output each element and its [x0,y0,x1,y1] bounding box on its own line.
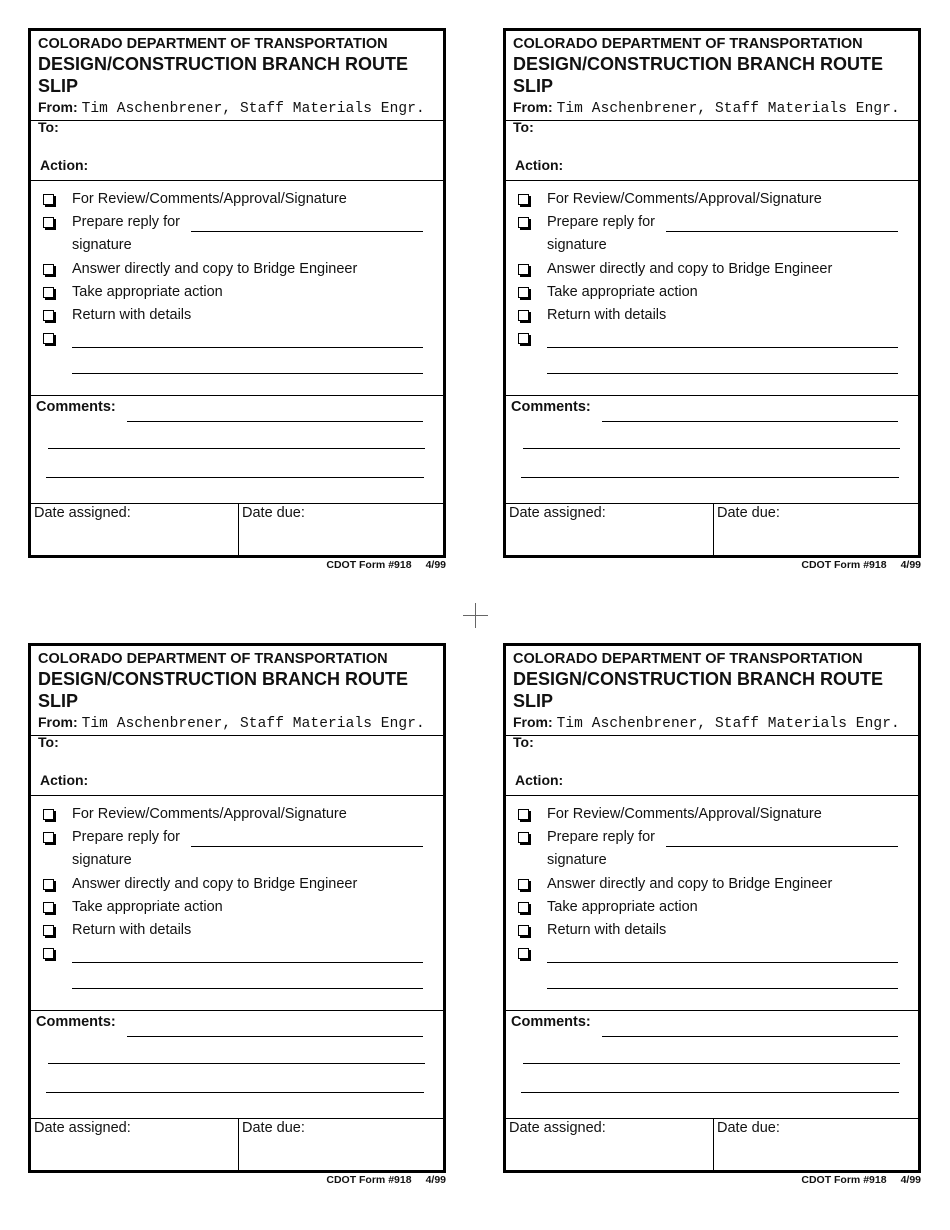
slip-header [38,650,448,712]
to-label[interactable]: To: [38,734,59,750]
slip-header [513,35,923,97]
form-date: 4/99 [900,1174,921,1186]
checkbox-icon[interactable] [43,333,54,344]
department-name: COLORADO DEPARTMENT OF TRANSPORTATION [38,651,388,667]
checkbox-icon[interactable] [518,333,529,344]
comments-line[interactable] [523,448,900,449]
form-id [326,559,446,571]
cut-mark-vertical [475,603,476,628]
from-label: From: [38,714,78,730]
divider [506,735,918,736]
department-name: COLORADO DEPARTMENT OF TRANSPORTATION [513,36,863,52]
divider [506,795,918,796]
date-divider [238,503,239,555]
comments-label: Comments: [36,399,116,415]
slip-header [513,650,923,712]
comments-label: Comments: [511,399,591,415]
date-divider [238,1118,239,1170]
other-blank[interactable] [547,988,898,989]
from-row [513,714,923,732]
form-number: CDOT Form #918 [326,559,412,571]
route-slip-top-left [28,28,446,615]
checkbox-icon[interactable] [518,925,529,936]
comments-line[interactable] [521,477,899,478]
other-blank[interactable] [72,962,423,963]
action-label: Action: [40,772,89,788]
form-number: CDOT Form #918 [801,1174,887,1186]
slip-title-line1: DESIGN/CONSTRUCTION BRANCH ROUTE [513,54,884,74]
slip-title-line1: DESIGN/CONSTRUCTION BRANCH ROUTE [513,669,884,689]
from-row [38,99,448,117]
slip-title-line1: DESIGN/CONSTRUCTION BRANCH ROUTE [38,54,409,74]
route-slip-bottom-left [28,643,446,1230]
form-number: CDOT Form #918 [801,559,887,571]
route-slip-top-right [503,28,921,615]
form-number: CDOT Form #918 [326,1174,412,1186]
from-value: Tim Aschenbrener, Staff Materials Engr. [556,716,900,732]
date-assigned-label[interactable]: Date assigned: [509,505,606,521]
comments-label: Comments: [511,1014,591,1030]
form-date: 4/99 [900,559,921,571]
checkbox-icon[interactable] [518,287,529,298]
date-assigned-label[interactable]: Date assigned: [34,1120,131,1136]
slip-title-line1: DESIGN/CONSTRUCTION BRANCH ROUTE [38,669,409,689]
from-label: From: [513,99,553,115]
date-due-label[interactable]: Date due: [717,505,780,521]
from-value: Tim Aschenbrener, Staff Materials Engr. [556,101,900,117]
checkbox-icon[interactable] [518,879,529,890]
divider [31,1010,443,1011]
comments-label: Comments: [36,1014,116,1030]
form-id [801,559,921,571]
from-value: Tim Aschenbrener, Staff Materials Engr. [81,101,425,117]
from-row [38,714,448,732]
checkbox-icon[interactable] [43,902,54,913]
to-label[interactable]: To: [513,119,534,135]
checkbox-icon[interactable] [43,879,54,890]
action-label: Action: [515,772,564,788]
checkbox-icon[interactable] [43,287,54,298]
slip-border: COLORADO DEPARTMENT OF TRANSPORTATION DESIGN/CONSTRUCTION BRANCH ROUTE SLIP From: Tim Aschenbrener, Staff Materials Engr. To: Action: For Review/Comments/Approval/Signature Prepare reply for signature Answer directly and copy to Bridge Engineer Take appropriate action Return with details Comments: Date assigned: Date due: [28,28,446,558]
date-due-label[interactable]: Date due: [242,1120,305,1136]
prepare-reply-blank[interactable] [666,231,898,232]
prepare-reply-blank[interactable] [191,231,423,232]
slip-border: COLORADO DEPARTMENT OF TRANSPORTATION DESIGN/CONSTRUCTION BRANCH ROUTE SLIP From: Tim Aschenbrener, Staff Materials Engr. To: Action: For Review/Comments/Approval/Signature Prepare reply for signature Answer directly and copy to Bridge Engineer Take appropriate action Return with details Comments: Date assigned: Date due: [503,28,921,558]
other-blank[interactable] [72,347,423,348]
checkbox-icon[interactable] [518,948,529,959]
date-due-label[interactable]: Date due: [717,1120,780,1136]
checkbox-icon[interactable] [518,832,529,843]
date-due-label[interactable]: Date due: [242,505,305,521]
comments-line[interactable] [46,477,424,478]
divider [31,120,443,121]
action-label: Action: [515,157,564,173]
divider [506,1010,918,1011]
checkbox-icon[interactable] [43,264,54,275]
route-slip-bottom-right [503,643,921,1230]
slip-header [38,35,448,97]
form-id [326,1174,446,1186]
form-date: 4/99 [425,559,446,571]
other-blank[interactable] [72,373,423,374]
comments-line[interactable] [127,1036,423,1037]
action-label: Action: [40,157,89,173]
to-label[interactable]: To: [513,734,534,750]
from-row [513,99,923,117]
comments-line[interactable] [521,1092,899,1093]
checkbox-icon[interactable] [518,194,529,205]
date-row [31,503,443,555]
checkbox-icon[interactable] [43,217,54,228]
from-label: From: [38,99,78,115]
divider [506,180,918,181]
date-divider [713,503,714,555]
comments-line[interactable] [48,1063,425,1064]
other-blank[interactable] [547,347,898,348]
comments-line[interactable] [48,448,425,449]
date-divider [713,1118,714,1170]
checkbox-icon[interactable] [518,264,529,275]
comments-line[interactable] [46,1092,424,1093]
slip-title-line2: SLIP [38,76,79,96]
date-assigned-label[interactable]: Date assigned: [509,1120,606,1136]
slip-title-line2: SLIP [513,691,554,711]
other-blank[interactable] [547,373,898,374]
comments-line[interactable] [602,1036,898,1037]
checkbox-icon[interactable] [43,948,54,959]
other-blank[interactable] [72,988,423,989]
form-date: 4/99 [425,1174,446,1186]
comments-line[interactable] [523,1063,900,1064]
from-label: From: [513,714,553,730]
slip-border: COLORADO DEPARTMENT OF TRANSPORTATION DESIGN/CONSTRUCTION BRANCH ROUTE SLIP From: Tim Aschenbrener, Staff Materials Engr. To: Action: For Review/Comments/Approval/Signature Prepare reply for signature Answer directly and copy to Bridge Engineer Take appropriate action Return with details Comments: Date assigned: Date due: [28,643,446,1173]
prepare-reply-blank[interactable] [666,846,898,847]
checkbox-icon[interactable] [43,310,54,321]
slip-border: COLORADO DEPARTMENT OF TRANSPORTATION DESIGN/CONSTRUCTION BRANCH ROUTE SLIP From: Tim Aschenbrener, Staff Materials Engr. To: Action: For Review/Comments/Approval/Signature Prepare reply for signature Answer directly and copy to Bridge Engineer Take appropriate action Return with details Comments: Date assigned: Date due: [503,643,921,1173]
department-name: COLORADO DEPARTMENT OF TRANSPORTATION [513,651,863,667]
date-row [506,503,918,555]
divider [31,180,443,181]
date-assigned-label[interactable]: Date assigned: [34,505,131,521]
checkbox-icon[interactable] [43,194,54,205]
other-blank[interactable] [547,962,898,963]
to-label[interactable]: To: [38,119,59,135]
form-id [801,1174,921,1186]
divider [31,395,443,396]
divider [506,120,918,121]
checkbox-icon[interactable] [43,925,54,936]
date-row [31,1118,443,1170]
checkbox-icon[interactable] [43,809,54,820]
slip-title-line2: SLIP [38,691,79,711]
checkbox-icon[interactable] [518,809,529,820]
prepare-reply-blank[interactable] [191,846,423,847]
from-value: Tim Aschenbrener, Staff Materials Engr. [81,716,425,732]
comments-line[interactable] [602,421,898,422]
slip-title-line2: SLIP [513,76,554,96]
checkbox-icon[interactable] [518,310,529,321]
checkbox-icon[interactable] [518,902,529,913]
divider [31,795,443,796]
checkbox-icon[interactable] [43,832,54,843]
divider [31,735,443,736]
checkbox-icon[interactable] [518,217,529,228]
date-row [506,1118,918,1170]
department-name: COLORADO DEPARTMENT OF TRANSPORTATION [38,36,388,52]
comments-line[interactable] [127,421,423,422]
divider [506,395,918,396]
